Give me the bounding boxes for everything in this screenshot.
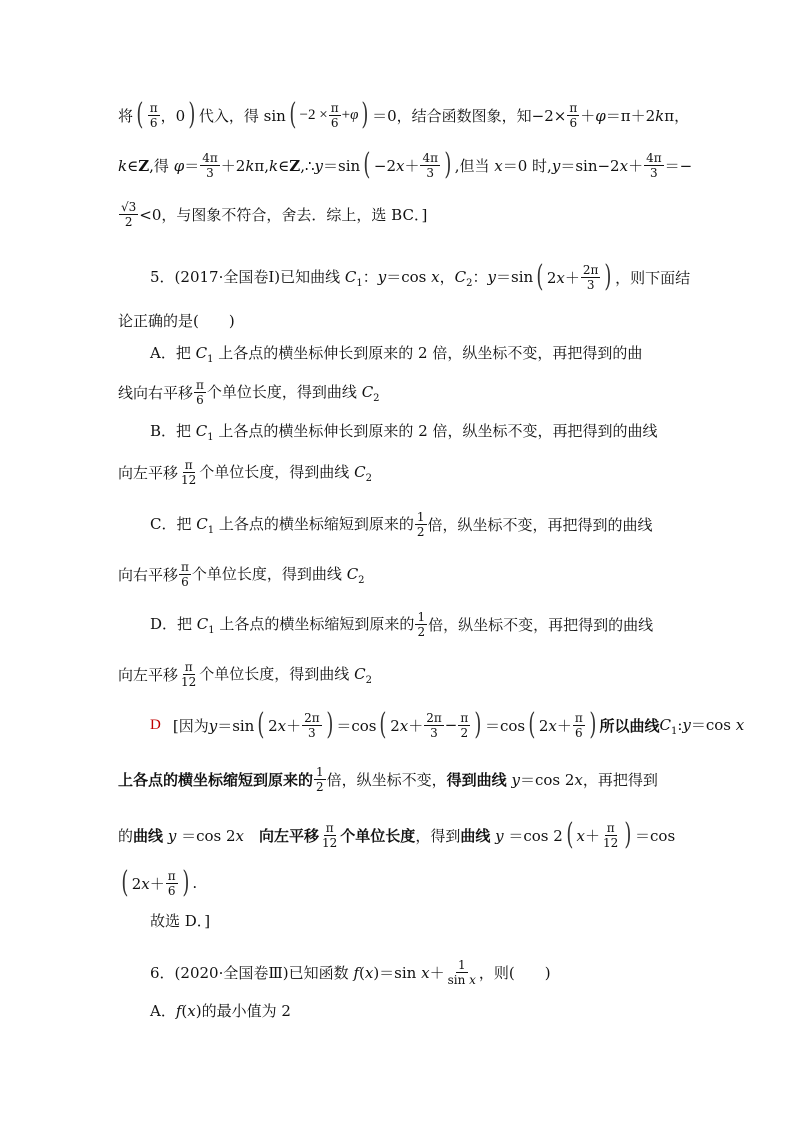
solution-5-line-2: 上各点的横坐标缩短到原来的 $\frac{1}{2}$ 倍，纵坐标不变，得到曲线 y＝cos 2x，再把得到 xyxy=(118,765,658,794)
option-a-line-1: A．把 $C_1$ 上各点的横坐标伸长到原来的 2 倍，纵坐标不变，再把得到的曲 xyxy=(150,344,643,365)
solution-line-2: k∈Z,得 φ＝ $\frac{4\pi}{3}$ ＋2kπ,k∈Z,∴y＝sin ( −2x＋ $\frac{4\pi}{3}$ ) ,但当 x＝0 时,y＝sin−2x＋ $\frac{4\pi}{3}$ ＝− xyxy=(118,147,693,182)
option-b-line-2: 向左平移 $\frac{\pi}{12}$ 个单位长度，得到曲线 $C_2$ xyxy=(118,458,372,487)
solution-5-line-5: 故选 D．] xyxy=(150,912,211,930)
option-c-line-1: C．把 $C_1$ 上各点的横坐标缩短到原来的 $\frac{1}{2}$ 倍，纵坐标不变，再把得到的曲线 xyxy=(150,510,653,539)
option-b-line-1: B．把 $C_1$ 上各点的横坐标伸长到原来的 2 倍，纵坐标不变，再把得到的曲线 xyxy=(150,422,658,443)
question-5-cont: 论正确的是( ) xyxy=(118,312,235,330)
option-d-line-1: D．把 $C_1$ 上各点的横坐标缩短到原来的 $\frac{1}{2}$ 倍，纵坐标不变，再把得到的曲线 xyxy=(150,610,654,639)
question-5: 5．(2017·全国卷Ⅰ)已知曲线 $C_1$：y＝cos x，$C_2$：y＝sin ( 2x＋ $\frac{2\pi}{3}$ ) ，则下面结 xyxy=(150,259,691,294)
solution-line-1: 将 ( $\frac{\pi}{6}$ ，0 ) 代入，得 sin ( −2 × $\frac{\pi}{6}$ +φ ) ＝0，结合函数图象，知−2× $\frac{\pi}{6}$ ＋φ＝π＋2kπ， xyxy=(118,97,690,132)
solution-5-line-3: 的曲线 y ＝cos 2x 向左平移 $\frac{\pi}{12}$ 个单位长度，得到曲线 y ＝cos 2 ( x＋ $\frac{\pi}{12}$ ) ＝cos xyxy=(118,817,676,852)
option-d-line-2: 向左平移 $\frac{\pi}{12}$ 个单位长度，得到曲线 $C_2$ xyxy=(118,660,372,689)
solution-5-line-1: D [因为y＝sin ( 2x＋ $\frac{2\pi}{3}$ ) ＝cos ( 2x＋ $\frac{2\pi}{3}$ − $\frac{\pi}{2}$ ) ＝cos ( 2x＋ $\frac{\pi}{6}$ ) 所以曲线 $C_1:y=\cos$ x xyxy=(150,707,745,742)
question-6-option-a: A．f(x)的最小值为 2 xyxy=(150,1002,291,1020)
solution-line-3: $\frac{√3}{2}$ <0，与图象不符合，舍去．综上，选 BC．] xyxy=(121,200,428,229)
answer-letter: D xyxy=(150,716,161,733)
question-6: 6．(2020·全国卷Ⅲ)已知函数 f(x)＝sin x＋ $\frac{1}{\text{sin x}}$ ，则( ) xyxy=(150,958,551,987)
solution-5-line-4: ( 2x＋ $\frac{\pi}{6}$ ) . xyxy=(121,865,198,900)
option-c-line-2: 向右平移 $\frac{\pi}{6}$ 个单位长度，得到曲线 $C_2$ xyxy=(118,560,365,589)
option-a-line-2: 线向右平移 $\frac{\pi}{6}$ 个单位长度，得到曲线 $C_2$ xyxy=(118,378,380,407)
